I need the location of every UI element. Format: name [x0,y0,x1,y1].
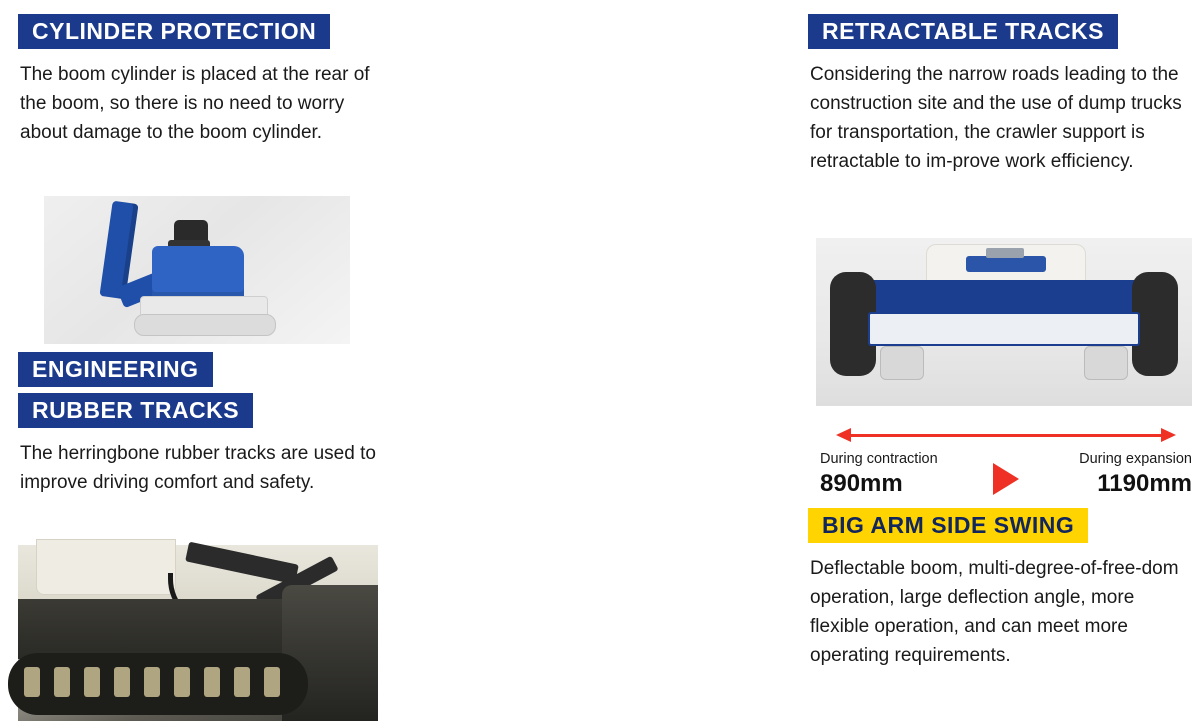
retractable-heading-wrap [808,14,1192,49]
rubber-tracks-section [18,352,383,498]
contracted-dimension [820,451,980,499]
machine-track-shape [134,314,276,336]
undercarriage-right-wheel [1084,346,1128,380]
undercarriage-left-wheel [880,346,924,380]
retractable-tracks-heading: RETRACTABLE TRACKS [808,14,1118,49]
cylinder-protection-section [18,14,378,148]
big-arm-side-swing-section [808,508,1192,671]
play-triangle-icon [993,463,1019,495]
arrow-line [850,434,1162,437]
rubber-heading-line1-wrap [18,352,383,387]
rubber-image-track-lugs [24,667,296,701]
machine-body-shape [152,246,244,302]
track-width-dimensions [820,425,1192,497]
retractable-tracks-section [808,14,1192,177]
undercarriage-dozer-blade [868,312,1140,346]
big-arm-side-swing-body: Deflectable boom, multi-degree-of-free-dom operation, large deflection angle, more flexible operation, and can meet more operating requirements. [810,558,1179,666]
contracted-label: During contraction [820,451,938,467]
rubber-image-cab [36,539,176,595]
cylinder-protection-body: The boom cylinder is placed at the rear of the boom, so there is no need to worry about damage to the boom cylinder. [20,64,370,143]
cylinder-protection-heading: CYLINDER PROTECTION [18,14,330,49]
big-arm-side-swing-heading: BIG ARM SIDE SWING [808,508,1088,543]
rubber-heading-line2-wrap [18,393,383,428]
arrow-left-head-icon [836,428,851,442]
expanded-dimension [1032,451,1192,499]
expanded-label: During expansion [1079,451,1192,467]
rubber-tracks-heading-line2: RUBBER TRACKS [18,393,253,428]
swing-heading-wrap [808,508,1192,543]
cylinder-protection-image [44,196,350,344]
right-column [400,0,1192,721]
dimension-arrow-bar [836,425,1176,445]
contracted-value: 890mm [820,470,903,498]
retractable-tracks-body: Considering the narrow roads leading to the construction site and the use of dump trucks for transportation, the crawler support is retractable to im-prove work efficiency. [810,64,1182,172]
rubber-tracks-body: The herringbone rubber tracks are used to improve driving comfort and safety. [20,443,376,494]
left-column [0,0,400,721]
expanded-value: 1190mm [1097,470,1192,498]
retractable-tracks-image [816,238,1192,406]
rubber-tracks-heading-line1: ENGINEERING [18,352,213,387]
undercarriage-frame [852,280,1156,314]
undercarriage-hydraulics [966,256,1046,272]
dimension-values-row [820,451,1192,499]
arrow-right-head-icon [1161,428,1176,442]
rubber-tracks-image [18,545,378,721]
cylinder-heading-wrap [18,14,378,49]
